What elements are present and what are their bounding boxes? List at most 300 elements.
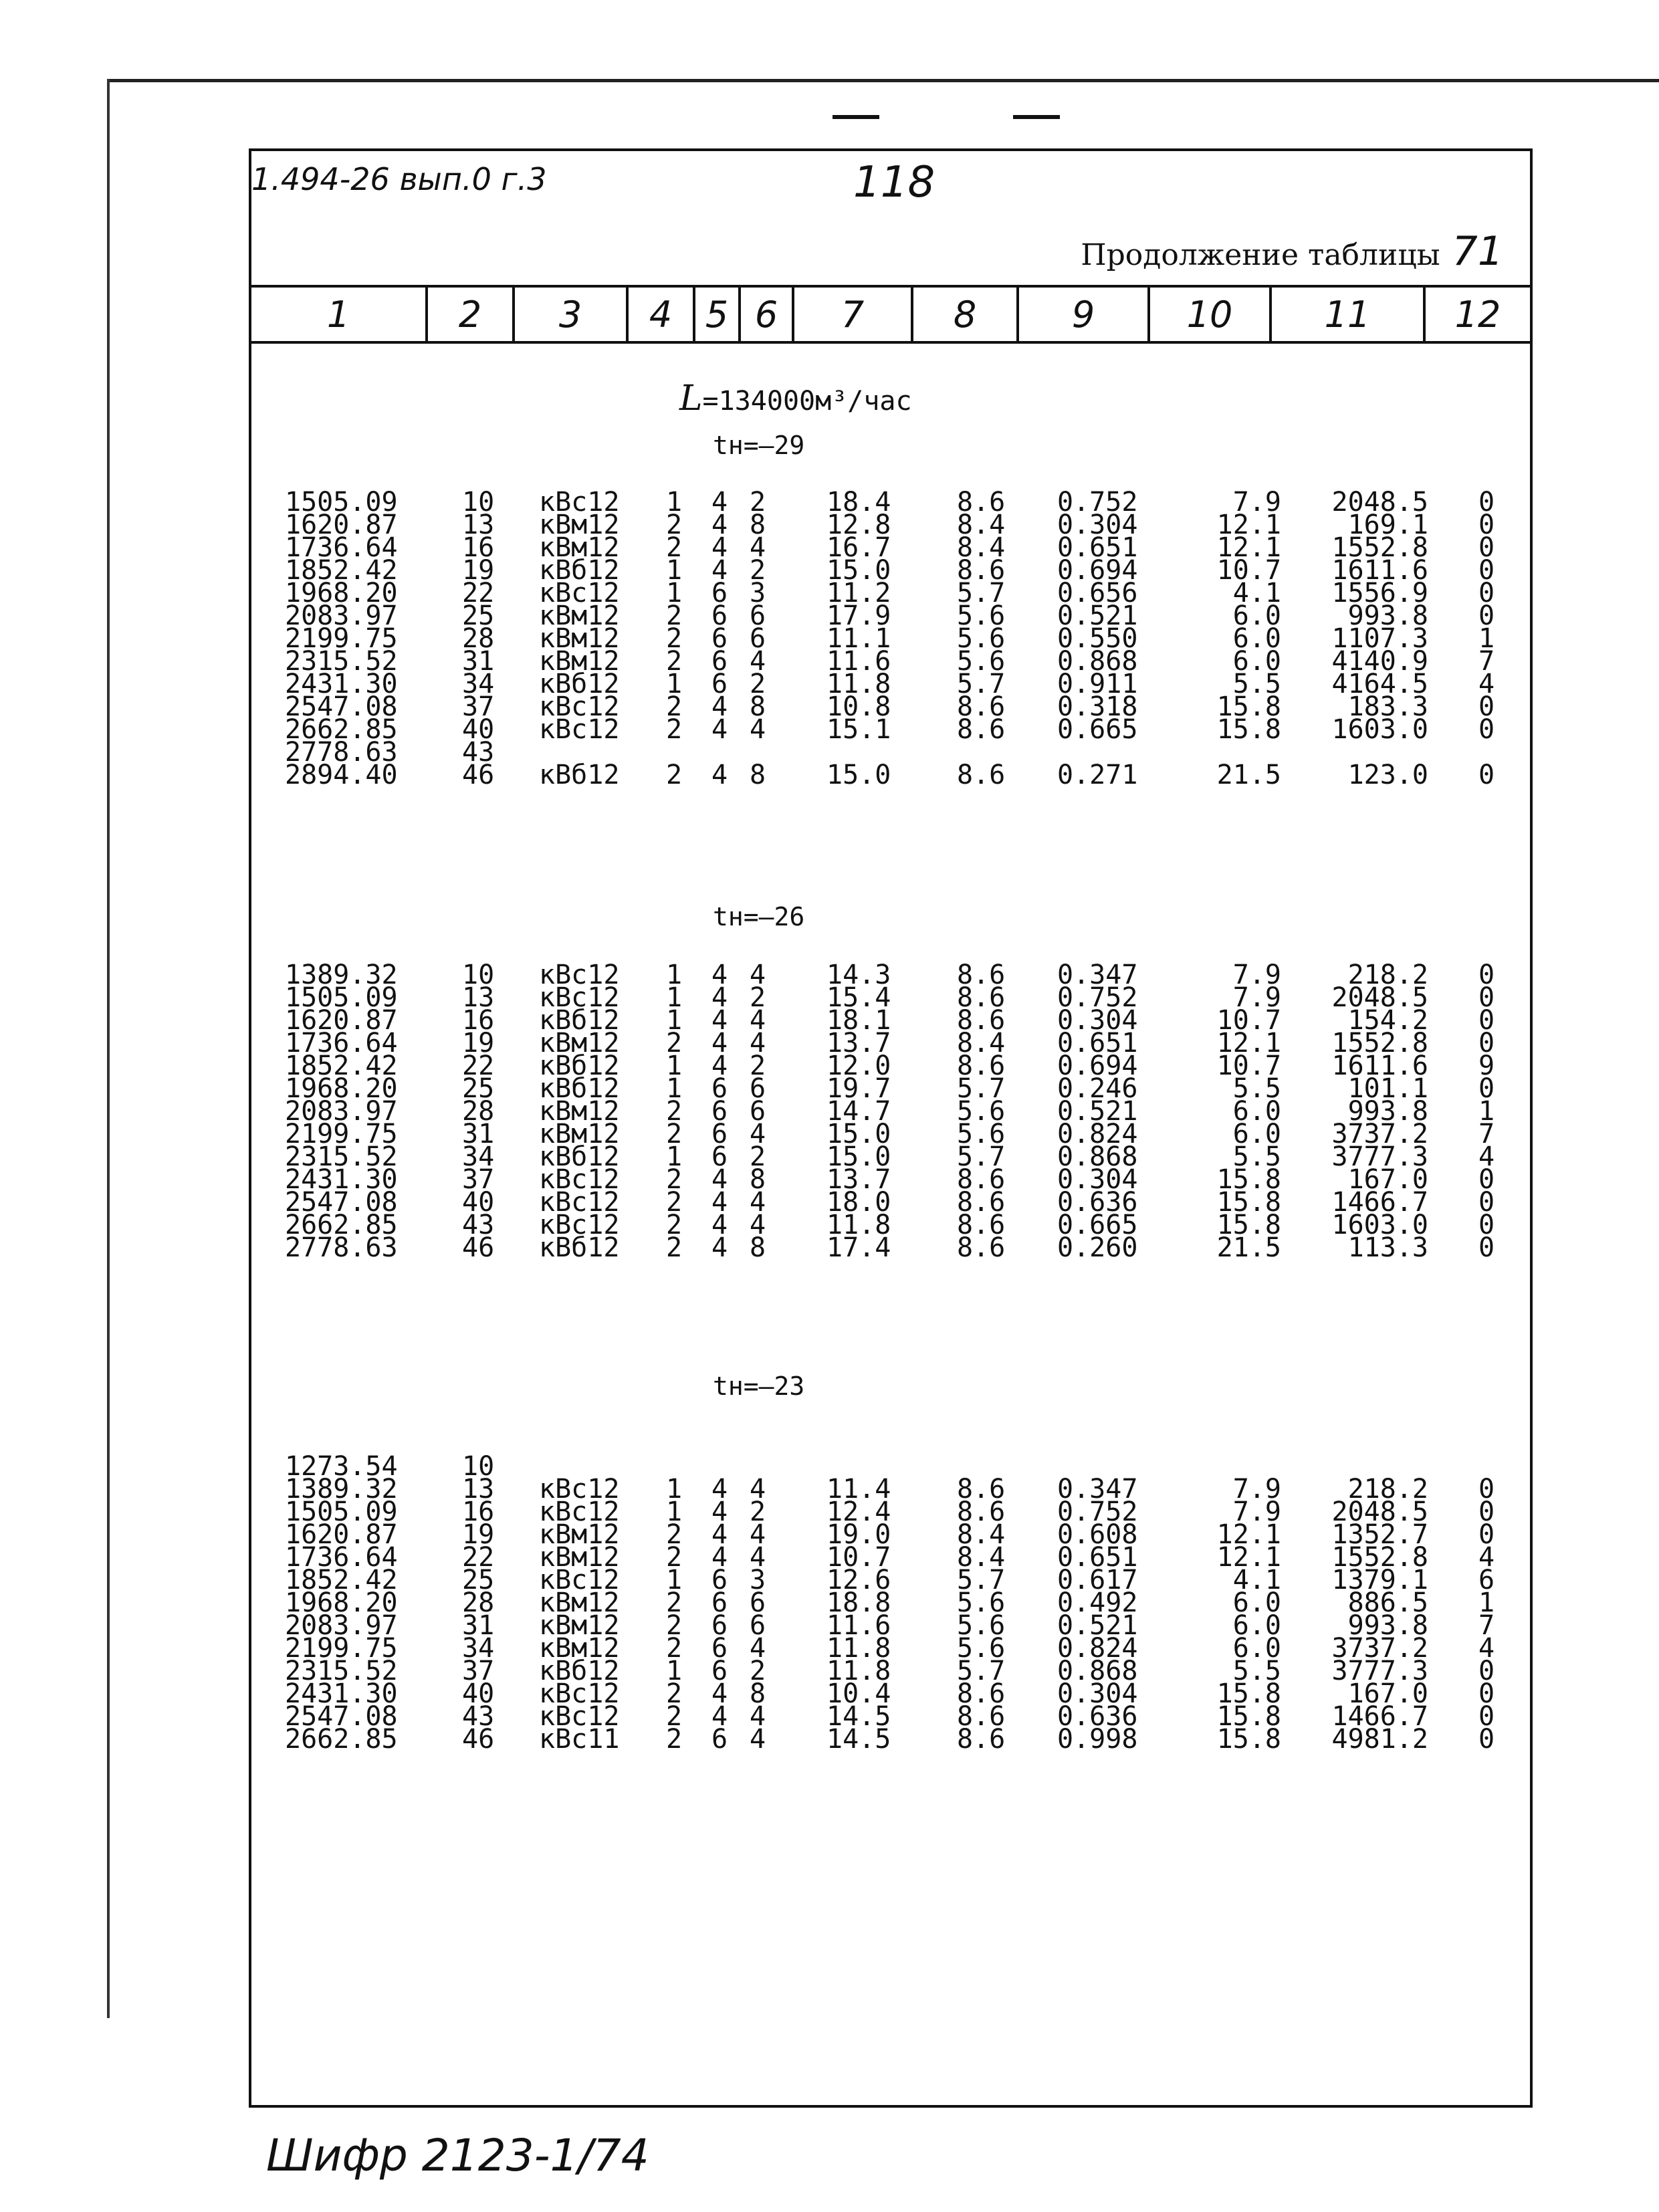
table-cell: 4 bbox=[1478, 1141, 1495, 1172]
table-cell: 2662.85 bbox=[285, 714, 398, 745]
table-cell: 4 bbox=[711, 1701, 728, 1732]
column-header: 2 bbox=[428, 288, 515, 341]
table-cell: 6.0 bbox=[1232, 623, 1281, 654]
table-cell: 0 bbox=[1478, 510, 1495, 540]
table-cell: 8.6 bbox=[957, 1005, 1006, 1036]
table-cell: 6 bbox=[711, 1610, 728, 1641]
table-cell: 4 bbox=[750, 1210, 766, 1240]
table-cell: кВм12 bbox=[539, 1542, 620, 1573]
table-cell: 6 bbox=[711, 1119, 728, 1149]
table-cell: 8.6 bbox=[957, 1678, 1006, 1709]
table-cell: 2 bbox=[666, 532, 683, 563]
table-cell: 0.304 bbox=[1057, 1164, 1138, 1195]
table-row bbox=[251, 1565, 1530, 1595]
table-cell: 5.7 bbox=[957, 1141, 1006, 1172]
table-cell: 12.1 bbox=[1216, 1519, 1281, 1550]
table-cell: 0 bbox=[1478, 1005, 1495, 1036]
table-cell: 113.3 bbox=[1347, 1232, 1428, 1263]
table-cell: 6.0 bbox=[1232, 1096, 1281, 1127]
table-cell: 0.492 bbox=[1057, 1587, 1138, 1618]
table-cell: кВб12 bbox=[539, 1073, 620, 1104]
table-cell: кВс12 bbox=[539, 960, 620, 990]
table-cell: 4 bbox=[711, 1542, 728, 1573]
table-cell: 11.1 bbox=[826, 623, 891, 654]
table-cell: 1379.1 bbox=[1331, 1565, 1428, 1595]
table-cell: 17.4 bbox=[826, 1232, 891, 1263]
table-cell: 11.4 bbox=[826, 1474, 891, 1505]
table-cell: 0.911 bbox=[1057, 669, 1138, 699]
table-cell: 40 bbox=[462, 1678, 495, 1709]
column-header: 3 bbox=[515, 288, 629, 341]
table-cell: 16.7 bbox=[826, 532, 891, 563]
table-cell: 4 bbox=[750, 1119, 766, 1149]
table-cell: 8 bbox=[750, 1164, 766, 1195]
table-cell: 6 bbox=[711, 1073, 728, 1104]
table-cell: 8.6 bbox=[957, 982, 1006, 1013]
table-cell: 1 bbox=[666, 1005, 683, 1036]
table-cell: 4 bbox=[750, 1724, 766, 1755]
table-cell: 7 bbox=[1478, 1119, 1495, 1149]
table-cell: 1603.0 bbox=[1331, 714, 1428, 745]
table-cell: 0 bbox=[1478, 555, 1495, 586]
table-cell: 2315.52 bbox=[285, 646, 398, 677]
table-cell: кВм12 bbox=[539, 1119, 620, 1149]
table-cell: 1 bbox=[1478, 1587, 1495, 1618]
table-cell: 1 bbox=[666, 1565, 683, 1595]
column-header: 4 bbox=[629, 288, 695, 341]
table-cell: 8.6 bbox=[957, 1497, 1006, 1527]
table-cell: 3737.2 bbox=[1331, 1119, 1428, 1149]
table-cell: 8.6 bbox=[957, 487, 1006, 518]
table-cell: 6 bbox=[711, 646, 728, 677]
table-cell: 7.9 bbox=[1232, 982, 1281, 1013]
table-cell: 4 bbox=[750, 1187, 766, 1218]
table-cell: 34 bbox=[462, 1141, 495, 1172]
table-cell: 4 bbox=[711, 1497, 728, 1527]
table-cell: 2547.08 bbox=[285, 1701, 398, 1732]
outer-frame-top-line bbox=[107, 79, 1659, 82]
table-cell: 2 bbox=[666, 1542, 683, 1573]
table-cell: 1620.87 bbox=[285, 1519, 398, 1550]
table-cell: 3737.2 bbox=[1331, 1633, 1428, 1664]
table-cell: 15.0 bbox=[826, 555, 891, 586]
table-cell: 28 bbox=[462, 623, 495, 654]
table-cell: 18.0 bbox=[826, 1187, 891, 1218]
table-cell: 16 bbox=[462, 1005, 495, 1036]
table-cell: кВс12 bbox=[539, 691, 620, 722]
table-cell: 0.868 bbox=[1057, 1141, 1138, 1172]
table-number: 71 bbox=[1452, 228, 1503, 275]
table-cell: 15.8 bbox=[1216, 691, 1281, 722]
column-header: 12 bbox=[1454, 293, 1501, 336]
table-cell: 25 bbox=[462, 1073, 495, 1104]
table-cell: 1968.20 bbox=[285, 578, 398, 609]
table-cell: кВм12 bbox=[539, 1587, 620, 1618]
data-section bbox=[251, 1451, 1530, 1755]
table-cell: 46 bbox=[462, 1724, 495, 1755]
table-cell: 8.6 bbox=[957, 714, 1006, 745]
table-cell: 4 bbox=[750, 1028, 766, 1059]
table-cell: 154.2 bbox=[1347, 1005, 1428, 1036]
table-cell: 15.8 bbox=[1216, 1678, 1281, 1709]
table-cell: 2 bbox=[666, 1187, 683, 1218]
table-cell: 4 bbox=[750, 646, 766, 677]
formula-symbol: L bbox=[679, 378, 703, 419]
table-cell: кВм12 bbox=[539, 1633, 620, 1664]
table-cell: 21.5 bbox=[1216, 1232, 1281, 1263]
table-cell: 4 bbox=[711, 555, 728, 586]
table-cell: 2315.52 bbox=[285, 1656, 398, 1686]
table-cell: кВб12 bbox=[539, 760, 620, 790]
table-cell: 3 bbox=[750, 578, 766, 609]
table-cell: 8 bbox=[750, 691, 766, 722]
table-cell: 0.868 bbox=[1057, 1656, 1138, 1686]
column-header: 6 bbox=[741, 288, 794, 341]
table-cell: 6.0 bbox=[1232, 1587, 1281, 1618]
table-cell: 183.3 bbox=[1347, 691, 1428, 722]
table-cell: 1466.7 bbox=[1331, 1187, 1428, 1218]
table-cell: 2 bbox=[666, 1587, 683, 1618]
table-cell: 4 bbox=[750, 714, 766, 745]
table-cell: 12.1 bbox=[1216, 1542, 1281, 1573]
table-cell: 8.6 bbox=[957, 691, 1006, 722]
table-row bbox=[251, 1587, 1530, 1618]
table-cell: 17.9 bbox=[826, 600, 891, 631]
table-cell: 2048.5 bbox=[1331, 1497, 1428, 1527]
table-cell: 22 bbox=[462, 1542, 495, 1573]
table-cell: 16 bbox=[462, 532, 495, 563]
table-cell: 0.694 bbox=[1057, 1050, 1138, 1081]
table-cell: кВс11 bbox=[539, 1724, 620, 1755]
table-cell: 2 bbox=[666, 1724, 683, 1755]
table-cell: 4 bbox=[711, 691, 728, 722]
continuation-caption bbox=[1081, 228, 1503, 275]
table-cell: 1968.20 bbox=[285, 1587, 398, 1618]
table-cell: 0 bbox=[1478, 1232, 1495, 1263]
table-cell: 0.636 bbox=[1057, 1701, 1138, 1732]
table-row bbox=[251, 737, 1530, 768]
table-cell: 2 bbox=[750, 1656, 766, 1686]
table-cell: 18.1 bbox=[826, 1005, 891, 1036]
table-cell: 0.304 bbox=[1057, 1005, 1138, 1036]
table-cell: 5.6 bbox=[957, 1633, 1006, 1664]
table-cell: 0 bbox=[1478, 1164, 1495, 1195]
table-row bbox=[251, 760, 1530, 790]
table-cell: 2 bbox=[750, 1497, 766, 1527]
column-header: 5 bbox=[695, 288, 741, 341]
table-cell: 2894.40 bbox=[285, 760, 398, 790]
table-cell: 6.0 bbox=[1232, 1119, 1281, 1149]
table-cell: 12.1 bbox=[1216, 510, 1281, 540]
table-cell: 11.2 bbox=[826, 578, 891, 609]
table-cell: 0.694 bbox=[1057, 555, 1138, 586]
table-cell: 6 bbox=[750, 1096, 766, 1127]
table-cell: 1611.6 bbox=[1331, 555, 1428, 586]
table-cell: 0.656 bbox=[1057, 578, 1138, 609]
table-cell: 11.6 bbox=[826, 646, 891, 677]
table-cell: 0 bbox=[1478, 1656, 1495, 1686]
table-cell: кВс12 bbox=[539, 1164, 620, 1195]
table-cell: 1736.64 bbox=[285, 1028, 398, 1059]
table-cell: 5.7 bbox=[957, 578, 1006, 609]
table-cell: 8.4 bbox=[957, 1519, 1006, 1550]
table-cell: 11.8 bbox=[826, 1633, 891, 1664]
table-cell: 8.4 bbox=[957, 1542, 1006, 1573]
table-cell: 4164.5 bbox=[1331, 669, 1428, 699]
table-cell: 0.651 bbox=[1057, 1028, 1138, 1059]
table-cell: 43 bbox=[462, 1210, 495, 1240]
table-cell: 34 bbox=[462, 1633, 495, 1664]
table-cell: 2 bbox=[666, 510, 683, 540]
table-cell: 2083.97 bbox=[285, 1610, 398, 1641]
table-cell: 4 bbox=[711, 532, 728, 563]
table-cell: 0 bbox=[1478, 1210, 1495, 1240]
table-cell: 19.0 bbox=[826, 1519, 891, 1550]
table-cell: 2 bbox=[666, 1701, 683, 1732]
table-cell: 0.636 bbox=[1057, 1187, 1138, 1218]
table-cell: кВм12 bbox=[539, 646, 620, 677]
table-cell: кВм12 bbox=[539, 532, 620, 563]
table-cell: 0.998 bbox=[1057, 1724, 1138, 1755]
table-cell: 40 bbox=[462, 1187, 495, 1218]
table-cell: 10.4 bbox=[826, 1678, 891, 1709]
table-cell: 2 bbox=[666, 1678, 683, 1709]
table-cell: 993.8 bbox=[1347, 1096, 1428, 1127]
table-cell: 3 bbox=[750, 1565, 766, 1595]
data-section bbox=[251, 487, 1530, 790]
table-cell: 0.752 bbox=[1057, 982, 1138, 1013]
table-cell: 1505.09 bbox=[285, 1497, 398, 1527]
table-cell: 1852.42 bbox=[285, 555, 398, 586]
table-row bbox=[251, 714, 1530, 745]
table-cell: 14.3 bbox=[826, 960, 891, 990]
table-cell: 0.521 bbox=[1057, 1610, 1138, 1641]
table-cell: 4 bbox=[711, 1187, 728, 1218]
table-cell: 0 bbox=[1478, 1701, 1495, 1732]
table-cell: 11.8 bbox=[826, 1656, 891, 1686]
table-cell: 19 bbox=[462, 1519, 495, 1550]
table-cell: 0 bbox=[1478, 1187, 1495, 1218]
table-cell: 13 bbox=[462, 1474, 495, 1505]
table-cell: 4 bbox=[711, 714, 728, 745]
table-cell: 6 bbox=[750, 1587, 766, 1618]
table-cell: 2315.52 bbox=[285, 1141, 398, 1172]
table-cell: кВс12 bbox=[539, 578, 620, 609]
table-cell: 12.1 bbox=[1216, 1028, 1281, 1059]
table-cell: 4 bbox=[750, 1542, 766, 1573]
table-cell: 13 bbox=[462, 982, 495, 1013]
table-cell: 2048.5 bbox=[1331, 982, 1428, 1013]
table-cell: 993.8 bbox=[1347, 600, 1428, 631]
table-cell: 6 bbox=[711, 578, 728, 609]
table-cell: 10 bbox=[462, 1451, 495, 1482]
table-cell: 4 bbox=[711, 1678, 728, 1709]
table-cell: кВс12 bbox=[539, 1474, 620, 1505]
table-cell: 1 bbox=[666, 1497, 683, 1527]
table-cell: 0 bbox=[1478, 1519, 1495, 1550]
page-number: 118 bbox=[853, 158, 935, 207]
table-cell: 167.0 bbox=[1347, 1164, 1428, 1195]
table-cell: 8.6 bbox=[957, 1164, 1006, 1195]
table-cell: 0.271 bbox=[1057, 760, 1138, 790]
table-cell: 2199.75 bbox=[285, 1633, 398, 1664]
table-cell: 8.6 bbox=[957, 1050, 1006, 1081]
data-section bbox=[251, 960, 1530, 1263]
table-cell: 2 bbox=[750, 1050, 766, 1081]
table-cell: 31 bbox=[462, 1119, 495, 1149]
table-cell: 19 bbox=[462, 1028, 495, 1059]
table-cell: 1 bbox=[1478, 1096, 1495, 1127]
table-cell: 1 bbox=[1478, 623, 1495, 654]
table-cell: 1 bbox=[666, 487, 683, 518]
table-cell: 15.8 bbox=[1216, 1724, 1281, 1755]
table-cell: 7.9 bbox=[1232, 960, 1281, 990]
table-cell: 8 bbox=[750, 1232, 766, 1263]
section-label: tн=–29 bbox=[713, 431, 805, 460]
table-row bbox=[251, 487, 1530, 518]
table-cell: кВб12 bbox=[539, 1232, 620, 1263]
table-cell: 10 bbox=[462, 960, 495, 990]
table-cell: 886.5 bbox=[1347, 1587, 1428, 1618]
column-header: 1 bbox=[251, 288, 428, 341]
table-cell: 4 bbox=[711, 1232, 728, 1263]
table-cell: 8.6 bbox=[957, 1210, 1006, 1240]
table-cell: 8.6 bbox=[957, 760, 1006, 790]
table-cell: 4 bbox=[750, 532, 766, 563]
table-cell: 1 bbox=[666, 982, 683, 1013]
header-dash-left bbox=[833, 115, 879, 119]
table-row bbox=[251, 1141, 1530, 1172]
table-cell: 2199.75 bbox=[285, 1119, 398, 1149]
table-cell: 3777.3 bbox=[1331, 1141, 1428, 1172]
table-cell: кВм12 bbox=[539, 623, 620, 654]
table-cell: 5.6 bbox=[957, 1119, 1006, 1149]
table-cell: 4 bbox=[711, 1474, 728, 1505]
table-row bbox=[251, 578, 1530, 609]
column-header: 9 bbox=[1019, 288, 1150, 341]
table-cell: 0 bbox=[1478, 1028, 1495, 1059]
table-cell: 6 bbox=[750, 1073, 766, 1104]
table-cell: 8.6 bbox=[957, 1232, 1006, 1263]
table-cell: кВб12 bbox=[539, 1141, 620, 1172]
table-cell: 12.4 bbox=[826, 1497, 891, 1527]
table-cell: 8.4 bbox=[957, 532, 1006, 563]
table-cell: 37 bbox=[462, 691, 495, 722]
table-cell: 8 bbox=[750, 1678, 766, 1709]
table-cell: 12.1 bbox=[1216, 532, 1281, 563]
table-cell: 7.9 bbox=[1232, 487, 1281, 518]
table-cell: 0 bbox=[1478, 532, 1495, 563]
table-cell: 4 bbox=[750, 1633, 766, 1664]
table-row bbox=[251, 1724, 1530, 1755]
table-cell: 2 bbox=[750, 1141, 766, 1172]
table-cell: 8.6 bbox=[957, 1724, 1006, 1755]
table-cell: 123.0 bbox=[1347, 760, 1428, 790]
table-cell: 0.521 bbox=[1057, 1096, 1138, 1127]
continuation-label: Продолжение таблицы bbox=[1081, 238, 1440, 272]
table-cell: 0.824 bbox=[1057, 1119, 1138, 1149]
table-cell: 15.0 bbox=[826, 1141, 891, 1172]
table-cell: 1 bbox=[666, 578, 683, 609]
table-cell: 0 bbox=[1478, 714, 1495, 745]
table-cell: 4 bbox=[711, 1050, 728, 1081]
table-cell: 1 bbox=[666, 1050, 683, 1081]
table-cell: 2431.30 bbox=[285, 669, 398, 699]
table-cell: 7.9 bbox=[1232, 1497, 1281, 1527]
table-cell: 0.651 bbox=[1057, 532, 1138, 563]
table-cell: 4 bbox=[711, 487, 728, 518]
table-cell: 2662.85 bbox=[285, 1724, 398, 1755]
table-cell: 6.0 bbox=[1232, 1633, 1281, 1664]
table-row bbox=[251, 1050, 1530, 1081]
table-cell: 0.304 bbox=[1057, 1678, 1138, 1709]
table-cell: 0 bbox=[1478, 1073, 1495, 1104]
table-cell: 18.4 bbox=[826, 487, 891, 518]
table-cell: 2083.97 bbox=[285, 1096, 398, 1127]
table-cell: 9 bbox=[1478, 1050, 1495, 1081]
table-cell: 2431.30 bbox=[285, 1164, 398, 1195]
table-cell: 15.8 bbox=[1216, 1187, 1281, 1218]
table-cell: 0.608 bbox=[1057, 1519, 1138, 1550]
cipher-signature: Шифр 2123-1/74 bbox=[266, 2130, 649, 2181]
table-cell: 2 bbox=[666, 1096, 683, 1127]
table-cell: 1352.7 bbox=[1331, 1519, 1428, 1550]
table-cell: 31 bbox=[462, 1610, 495, 1641]
table-cell: 5.5 bbox=[1232, 1141, 1281, 1172]
table-cell: 0 bbox=[1478, 1497, 1495, 1527]
table-cell: 2 bbox=[666, 1610, 683, 1641]
table-cell: 1466.7 bbox=[1331, 1701, 1428, 1732]
table-cell: 5.5 bbox=[1232, 669, 1281, 699]
table-cell: 5.6 bbox=[957, 600, 1006, 631]
formula-text: =134000м³/час bbox=[702, 386, 912, 417]
table-cell: 4 bbox=[711, 1519, 728, 1550]
table-cell: 101.1 bbox=[1347, 1073, 1428, 1104]
table-cell: 0.752 bbox=[1057, 487, 1138, 518]
table-row bbox=[251, 1656, 1530, 1686]
table-cell: 0 bbox=[1478, 578, 1495, 609]
table-cell: 5.7 bbox=[957, 1073, 1006, 1104]
table-cell: 15.1 bbox=[826, 714, 891, 745]
table-cell: 11.6 bbox=[826, 1610, 891, 1641]
table-cell: 40 bbox=[462, 714, 495, 745]
table-cell: 2 bbox=[750, 487, 766, 518]
table-cell: 37 bbox=[462, 1656, 495, 1686]
table-cell: 169.1 bbox=[1347, 510, 1428, 540]
table-cell: кВб12 bbox=[539, 1656, 620, 1686]
table-cell: 0.868 bbox=[1057, 646, 1138, 677]
table-cell: 25 bbox=[462, 1565, 495, 1595]
table-cell: 6.0 bbox=[1232, 600, 1281, 631]
table-cell: 21.5 bbox=[1216, 760, 1281, 790]
table-cell: 2 bbox=[666, 1164, 683, 1195]
table-cell: 5.6 bbox=[957, 1610, 1006, 1641]
table-cell: 4 bbox=[750, 1701, 766, 1732]
table-cell: кВс12 bbox=[539, 487, 620, 518]
table-cell: 4981.2 bbox=[1331, 1724, 1428, 1755]
table-cell: 2 bbox=[666, 600, 683, 631]
document-code: 1.494-26 вып.0 г.3 bbox=[251, 161, 547, 197]
table-cell: 2 bbox=[750, 669, 766, 699]
table-cell: 0.550 bbox=[1057, 623, 1138, 654]
table-cell: 8.6 bbox=[957, 555, 1006, 586]
table-cell: 10.7 bbox=[1216, 555, 1281, 586]
table-cell: 7 bbox=[1478, 646, 1495, 677]
table-cell: 2 bbox=[666, 1210, 683, 1240]
table-cell: 5.5 bbox=[1232, 1073, 1281, 1104]
table-cell: 6 bbox=[711, 1724, 728, 1755]
table-cell: 4 bbox=[711, 1005, 728, 1036]
